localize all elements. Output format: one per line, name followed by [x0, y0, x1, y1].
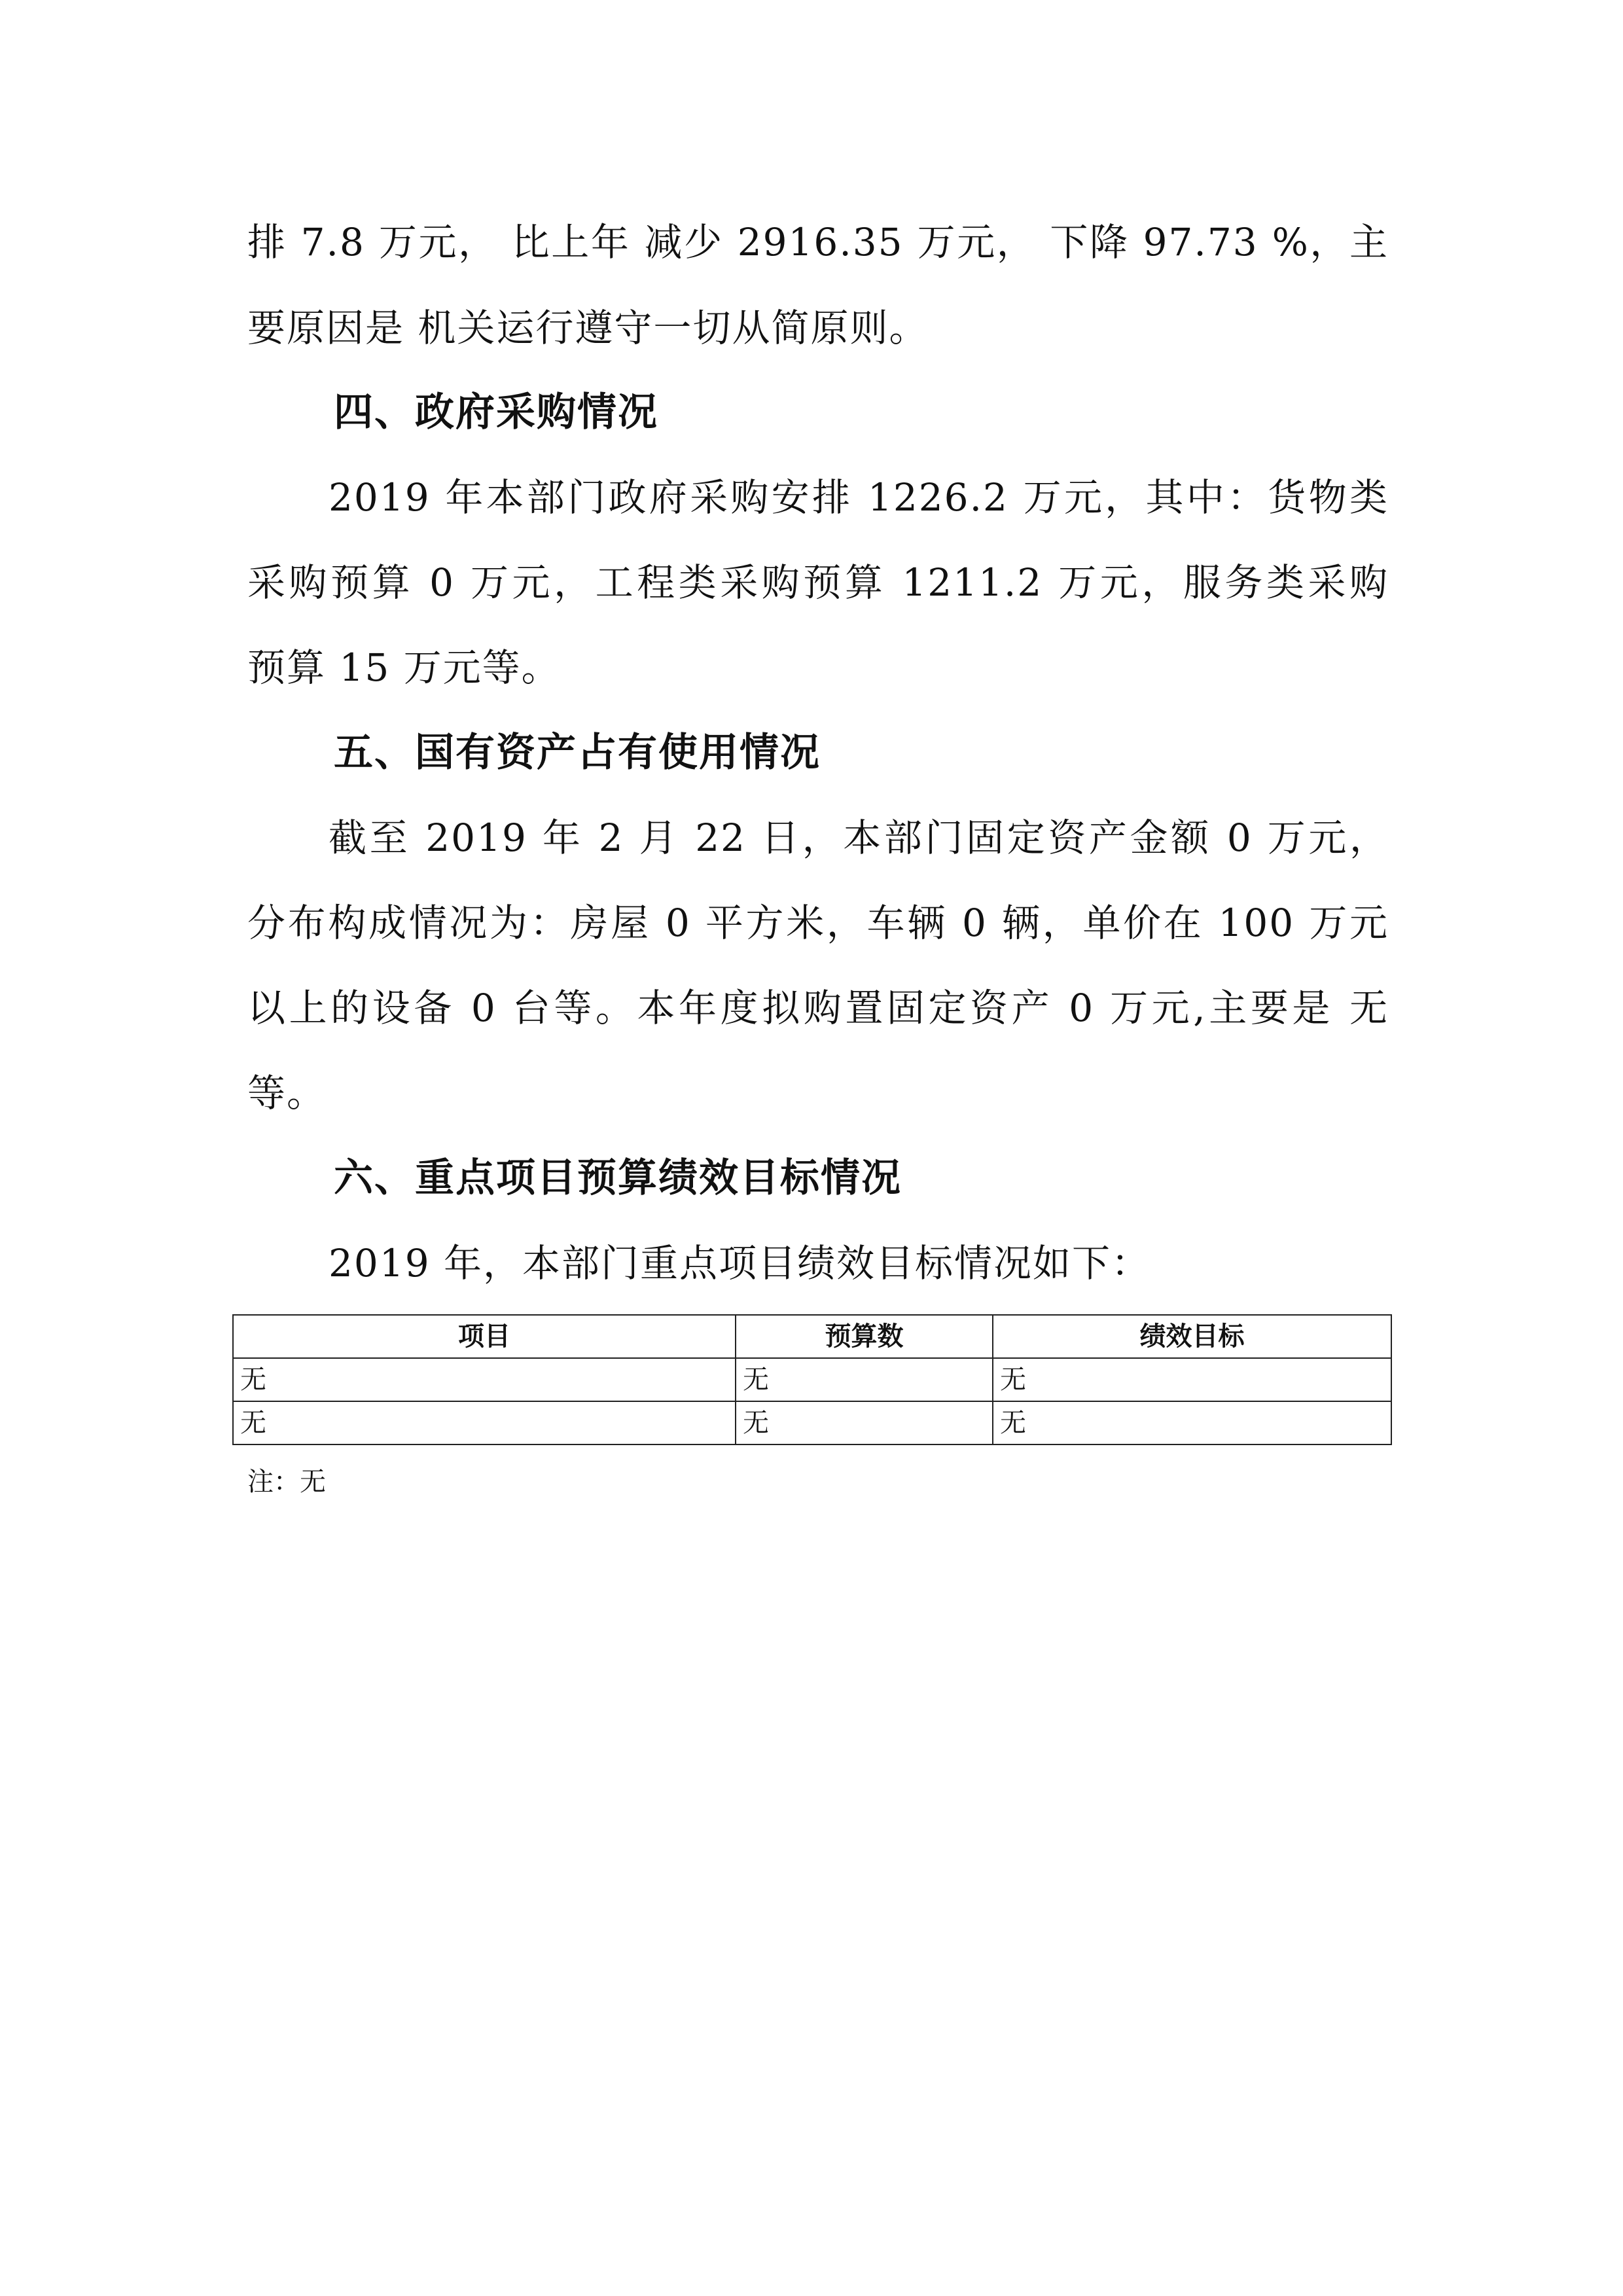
body-text-line: 等。: [247, 1071, 327, 1115]
body-text-line: 分布构成情况为：房屋 0 平方米，车辆 0 辆，单价在 100 万元: [247, 901, 1389, 945]
table-cell: 无: [736, 1401, 993, 1444]
column-header-goal: 绩效目标: [993, 1315, 1391, 1358]
table-cell: 无: [233, 1401, 736, 1444]
body-text-line: 2019 年本部门政府采购安排 1226.2 万元，其中：货物类: [329, 475, 1389, 520]
table-row: [233, 1401, 1391, 1444]
table-row: [233, 1358, 1391, 1401]
table-cell: 无: [993, 1358, 1391, 1401]
body-text-line: 以上的设备 0 台等。本年度拟购置固定资产 0 万元,主要是 无: [247, 986, 1389, 1030]
section-heading-state-assets: 五、国有资产占有使用情况: [334, 730, 821, 776]
table-header-row: [233, 1315, 1391, 1358]
section-heading-performance-goals: 六、重点项目预算绩效目标情况: [334, 1155, 902, 1201]
body-text-line: 预算 15 万元等。: [247, 645, 561, 690]
body-text-line: 采购预算 0 万元，工程类采购预算 1211.2 万元，服务类采购: [247, 560, 1389, 605]
body-text-line: 截至 2019 年 2 月 22 日，本部门固定资产金额 0 万元，: [329, 816, 1389, 860]
body-text-line: 要原因是 机关运行遵守一切从简原则。: [247, 306, 929, 350]
column-header-budget: 预算数: [736, 1315, 993, 1358]
table-cell: 无: [736, 1358, 993, 1401]
column-header-project: 项目: [233, 1315, 736, 1358]
table-note: 注：无: [247, 1467, 326, 1497]
table-cell: 无: [993, 1401, 1391, 1444]
table-cell: 无: [233, 1358, 736, 1401]
table-intro-text: 2019 年，本部门重点项目绩效目标情况如下：: [329, 1241, 1151, 1285]
performance-goals-table: [232, 1314, 1392, 1445]
body-text-line: 排 7.8 万元， 比上年 减少 2916.35 万元， 下降 97.73 %，主: [247, 220, 1389, 264]
section-heading-procurement: 四、政府采购情况: [334, 389, 658, 435]
